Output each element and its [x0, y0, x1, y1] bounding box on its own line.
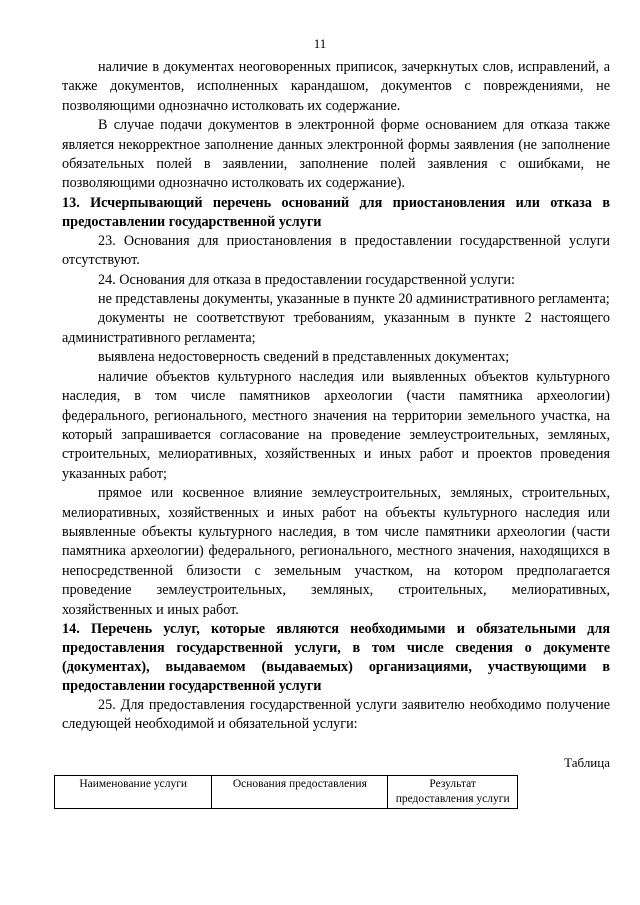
section-14-heading: 14. Перечень услуг, которые являются необходимыми и обязательными для предоставления государственной услуги, в том числе сведения о документе (документах), выдаваемом (выдаваемых) организациями, участвующими в предоставлении государственной услуги — [62, 620, 610, 694]
refusal-item: документы не соответствуют требованиям, указанным в пункте 2 настоящего административного регламента; — [62, 310, 610, 346]
paragraph-pripiski: наличие в документах неоговоренных приписок, зачеркнутых слов, исправлений, а также документов, исполненных карандашом, документов с повреждениями, не позволяющими однозначно истолковать их содержание. — [62, 59, 610, 114]
refusal-item: выявлена недостоверность сведений в представленных документах; — [98, 349, 510, 366]
paragraph-electronic-form: В случае подачи документов в электронной форме основанием для отказа также является некорректное заполнение данных электронной формы заявления (не заполнение обязательных полей в заявлении, заполнение полей заявления с ошибками, не позволяющими однозначно истолковать их содержание). — [62, 117, 610, 192]
refusal-item: не представлены документы, указанные в пункте 20 административного регламента; — [98, 291, 610, 308]
paragraph-25: 25. Для предоставления государственной услуги заявителю необходимо получение следующей необходимой и обязательной услуги: — [62, 696, 610, 733]
table-caption: Таблица — [564, 754, 610, 770]
table-header-cell: Наименование услуги — [55, 776, 212, 809]
table-header-cell: Основания предоставления — [212, 776, 388, 809]
paragraph-23: 23. Основания для приостановления в предоставлении государственной услуги отсутствуют. — [62, 232, 610, 269]
paragraph-24: 24. Основания для отказа в предоставлении государственной услуги: — [98, 271, 515, 288]
table-header-row — [55, 776, 518, 809]
document-body — [62, 58, 610, 809]
services-table — [54, 775, 518, 809]
page-number: 11 — [313, 36, 327, 51]
refusal-item: прямое или косвенное влияние землеустроительных, земляных, строительных, мелиоративных, хозяйственных и иных работ на объекты культурного наследия или выявленные объекты культурного наследия, в том числе памятники археологии (части памятника археологии) федерального, регионального, местного значения, находящихся в непосредственной близости с земельным участком, на котором предполагается проведение землеустроительных, земляных, строительных, мелиоративных, хозяйственных и иных работ. — [62, 485, 610, 618]
section-13-heading: 13. Исчерпывающий перечень оснований для приостановления или отказа в предоставлении государственной услуги — [62, 194, 610, 230]
table-header-cell: Результат предоставления услуги — [388, 776, 518, 809]
refusal-item: наличие объектов культурного наследия или выявленных объектов культурного наследия, в том числе памятников археологии (части памятника археологии) федерального, регионального, местного значения на территории земельного участка, на который запрашивается согласование на проведение землеустроительных, земляных, строительных, мелиоративных, хозяйственных и иных работ и проектов проведения указанных работ; — [62, 368, 610, 482]
